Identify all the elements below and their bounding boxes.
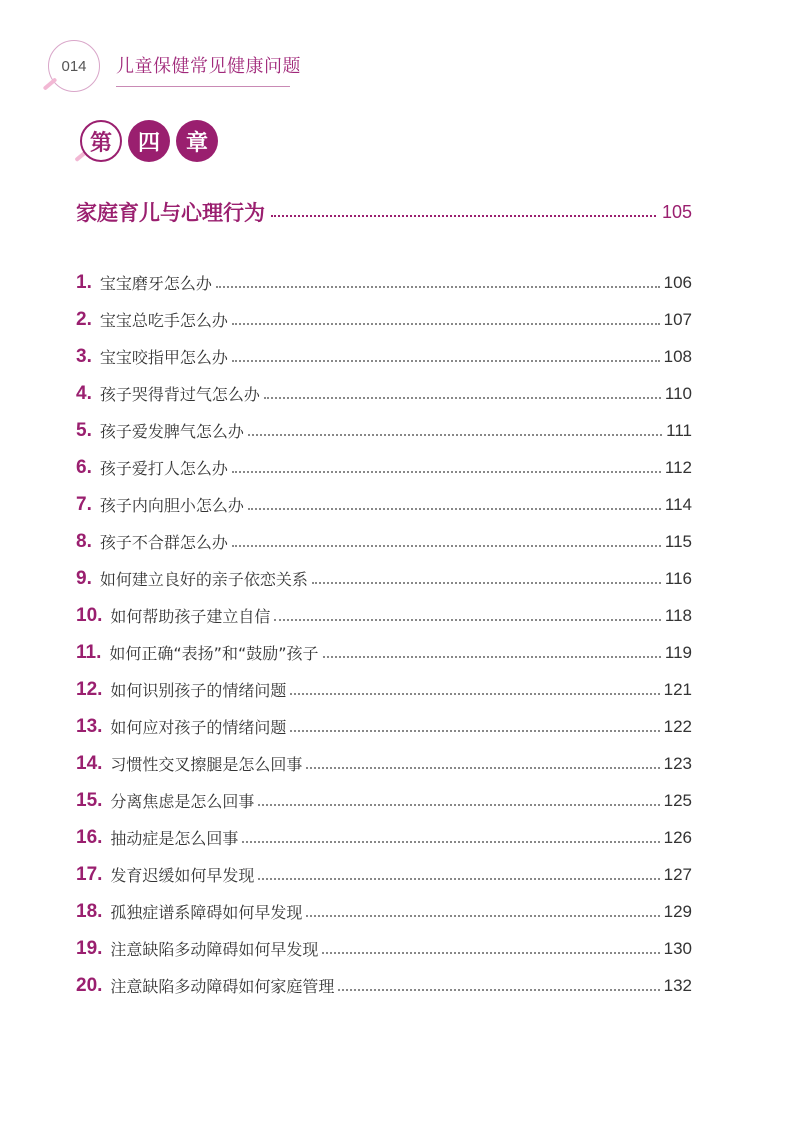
toc-item-title: 宝宝总吃手怎么办 [99,311,228,330]
toc-item[interactable] [76,301,692,338]
toc-item-title: 宝宝咬指甲怎么办 [99,348,228,367]
toc-item[interactable] [76,597,692,634]
title-underline [116,86,290,87]
dot-leader [274,619,660,621]
toc-item-page: 123 [663,753,692,773]
table-of-contents [76,264,692,1004]
toc-item[interactable] [76,967,692,1004]
toc-item-page: 111 [666,420,692,440]
dot-leader [232,471,661,473]
toc-item[interactable] [76,671,692,708]
toc-item-title: 孩子哭得背过气怎么办 [99,385,260,404]
dot-leader [290,730,659,732]
toc-item-page: 130 [663,938,692,958]
toc-item-number: 16. [76,826,103,848]
chapter-char: 四 [128,120,170,162]
toc-item-title: 宝宝磨牙怎么办 [99,274,212,293]
toc-item-number: 6. [76,456,92,478]
toc-item-number: 18. [76,900,103,922]
section-heading[interactable] [76,197,692,227]
toc-item[interactable] [76,523,692,560]
toc-item-number: 11. [76,641,102,663]
dot-leader [216,286,660,288]
dot-leader [258,804,659,806]
toc-item-page: 127 [663,864,692,884]
toc-item-page: 129 [663,901,692,921]
toc-item-number: 5. [76,419,92,441]
toc-item-number: 20. [76,974,103,996]
toc-item-page: 126 [663,827,692,847]
toc-item-title: 分离焦虑是怎么回事 [110,792,255,811]
toc-item-number: 2. [76,308,92,330]
chapter-char: 章 [176,120,218,162]
toc-item-title: 孩子不合群怎么办 [99,533,228,552]
toc-item-title: 注意缺陷多动障碍如何家庭管理 [110,977,335,996]
toc-item-page: 125 [663,790,692,810]
toc-item-page: 112 [664,457,692,477]
dot-leader [290,693,659,695]
toc-item-number: 12. [76,678,103,700]
toc-item[interactable] [76,375,692,412]
toc-item[interactable] [76,745,692,782]
toc-item[interactable] [76,782,692,819]
toc-item-title: 如何应对孩子的情绪问题 [110,718,287,737]
toc-item[interactable] [76,449,692,486]
dot-leader [323,656,661,658]
page-number: 014 [48,40,100,92]
dot-leader [338,989,659,991]
toc-item-number: 4. [76,382,92,404]
toc-item-title: 孩子内向胆小怎么办 [99,496,244,515]
toc-item-page: 119 [664,642,692,662]
book-title: 儿童保健常见健康问题 [116,56,301,77]
toc-item[interactable] [76,412,692,449]
chapter-char: 第 [80,120,122,162]
toc-item-page: 115 [664,531,692,551]
toc-item[interactable] [76,338,692,375]
dot-leader [232,545,661,547]
toc-item[interactable] [76,819,692,856]
dot-leader [248,508,661,510]
dot-leader [258,878,659,880]
toc-item-page: 132 [663,975,692,995]
toc-item-number: 14. [76,752,103,774]
dot-leader [264,397,661,399]
section-title: 家庭育儿与心理行为 [76,201,265,225]
toc-item-page: 118 [664,605,692,625]
toc-item-page: 114 [664,494,692,514]
toc-item-number: 8. [76,530,92,552]
toc-item[interactable] [76,893,692,930]
toc-item-title: 孩子爱发脾气怎么办 [99,422,244,441]
page-header [40,38,300,98]
toc-item-number: 13. [76,715,103,737]
toc-item-title: 抽动症是怎么回事 [110,829,239,848]
toc-item-number: 7. [76,493,92,515]
toc-item[interactable] [76,856,692,893]
dot-leader [232,323,660,325]
toc-item-title: 如何识别孩子的情绪问题 [110,681,287,700]
toc-item-page: 107 [663,309,692,329]
toc-item-title: 如何帮助孩子建立自信 [110,607,271,626]
toc-item-title: 注意缺陷多动障碍如何早发现 [110,940,319,959]
toc-item-page: 116 [664,568,692,588]
toc-item[interactable] [76,930,692,967]
toc-item-number: 1. [76,271,92,293]
toc-item-page: 121 [663,679,692,699]
toc-item-number: 3. [76,345,92,367]
toc-item-page: 110 [664,383,692,403]
dot-leader [242,841,659,843]
toc-item-number: 17. [76,863,103,885]
toc-item-title: 如何建立良好的亲子依恋关系 [99,570,308,589]
toc-item-number: 10. [76,604,103,626]
toc-item-page: 122 [663,716,692,736]
toc-item[interactable] [76,708,692,745]
toc-item[interactable] [76,486,692,523]
toc-item-title: 如何正确“表扬”和“鼓励”孩子 [109,644,319,663]
toc-item-title: 发育迟缓如何早发现 [110,866,255,885]
toc-item[interactable] [76,634,692,671]
toc-item-title: 习惯性交叉擦腿是怎么回事 [110,755,303,774]
dot-leader [306,767,659,769]
dot-leader [322,952,659,954]
dot-leader [271,215,656,217]
toc-item-page: 108 [663,346,692,366]
section-page-number: 105 [661,201,692,222]
dot-leader [306,915,659,917]
dot-leader [232,360,660,362]
toc-item-title: 孤独症谱系障碍如何早发现 [110,903,303,922]
toc-item-number: 15. [76,789,103,811]
toc-item-number: 9. [76,567,92,589]
toc-item[interactable] [76,560,692,597]
toc-item-title: 孩子爱打人怎么办 [99,459,228,478]
toc-item[interactable] [76,264,692,301]
toc-item-page: 106 [663,272,692,292]
dot-leader [312,582,661,584]
toc-item-number: 19. [76,937,103,959]
dot-leader [248,434,662,436]
